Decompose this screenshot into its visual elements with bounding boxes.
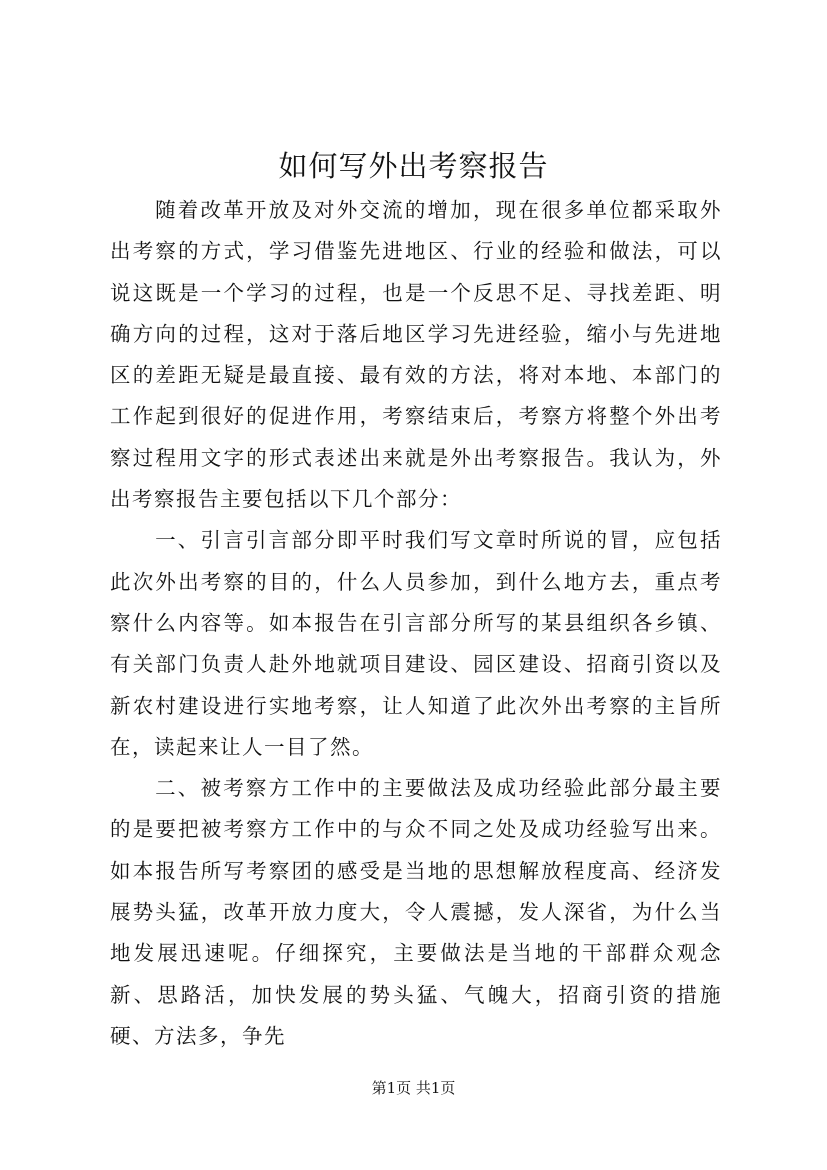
paragraph-section-two: 二、被考察方工作中的主要做法及成功经验此部分最主要的是要把被考察方工作中的与众不同之处及成功经验写出来。如本报告所写考察团的感受是当地的思想解放程度高、经济发展势头猛，改革开放力度大，令人震撼，发人深省，为什么当地发展迅速呢。仔细探究，主要做法是当地的干部群众观念新、思路活，加快发展的势头猛、气魄大，招商引资的措施硬、方法多，争先	[110, 776, 722, 1048]
document-body	[110, 190, 722, 1057]
document-title: 如何写外出考察报告	[278, 149, 549, 183]
paragraph-intro: 随着改革开放及对外交流的增加，现在很多单位都采取外出考察的方式，学习借鉴先进地区、行业的经验和做法，可以说这既是一个学习的过程，也是一个反思不足、寻找差距、明确方向的过程，这对于落后地区学习先进经验，缩小与先进地区的差距无疑是最直接、最有效的方法，将对本地、本部门的工作起到很好的促进作用，考察结束后，考察方将整个外出考察过程用文字的形式表述出来就是外出考察报告。我认为，外出考察报告主要包括以下几个部分：	[110, 198, 722, 512]
page-footer: 第1页 共1页	[371, 1079, 456, 1097]
paragraph-section-one: 一、引言引言部分即平时我们写文章时所说的冒，应包括此次外出考察的目的，什么人员参加，到什么地方去，重点考察什么内容等。如本报告在引言部分所写的某县组织各乡镇、有关部门负责人赴外地就项目建设、园区建设、招商引资以及新农村建设进行实地考察，让人知道了此次外出考察的主旨所在，读起来让人一目了然。	[110, 528, 722, 759]
